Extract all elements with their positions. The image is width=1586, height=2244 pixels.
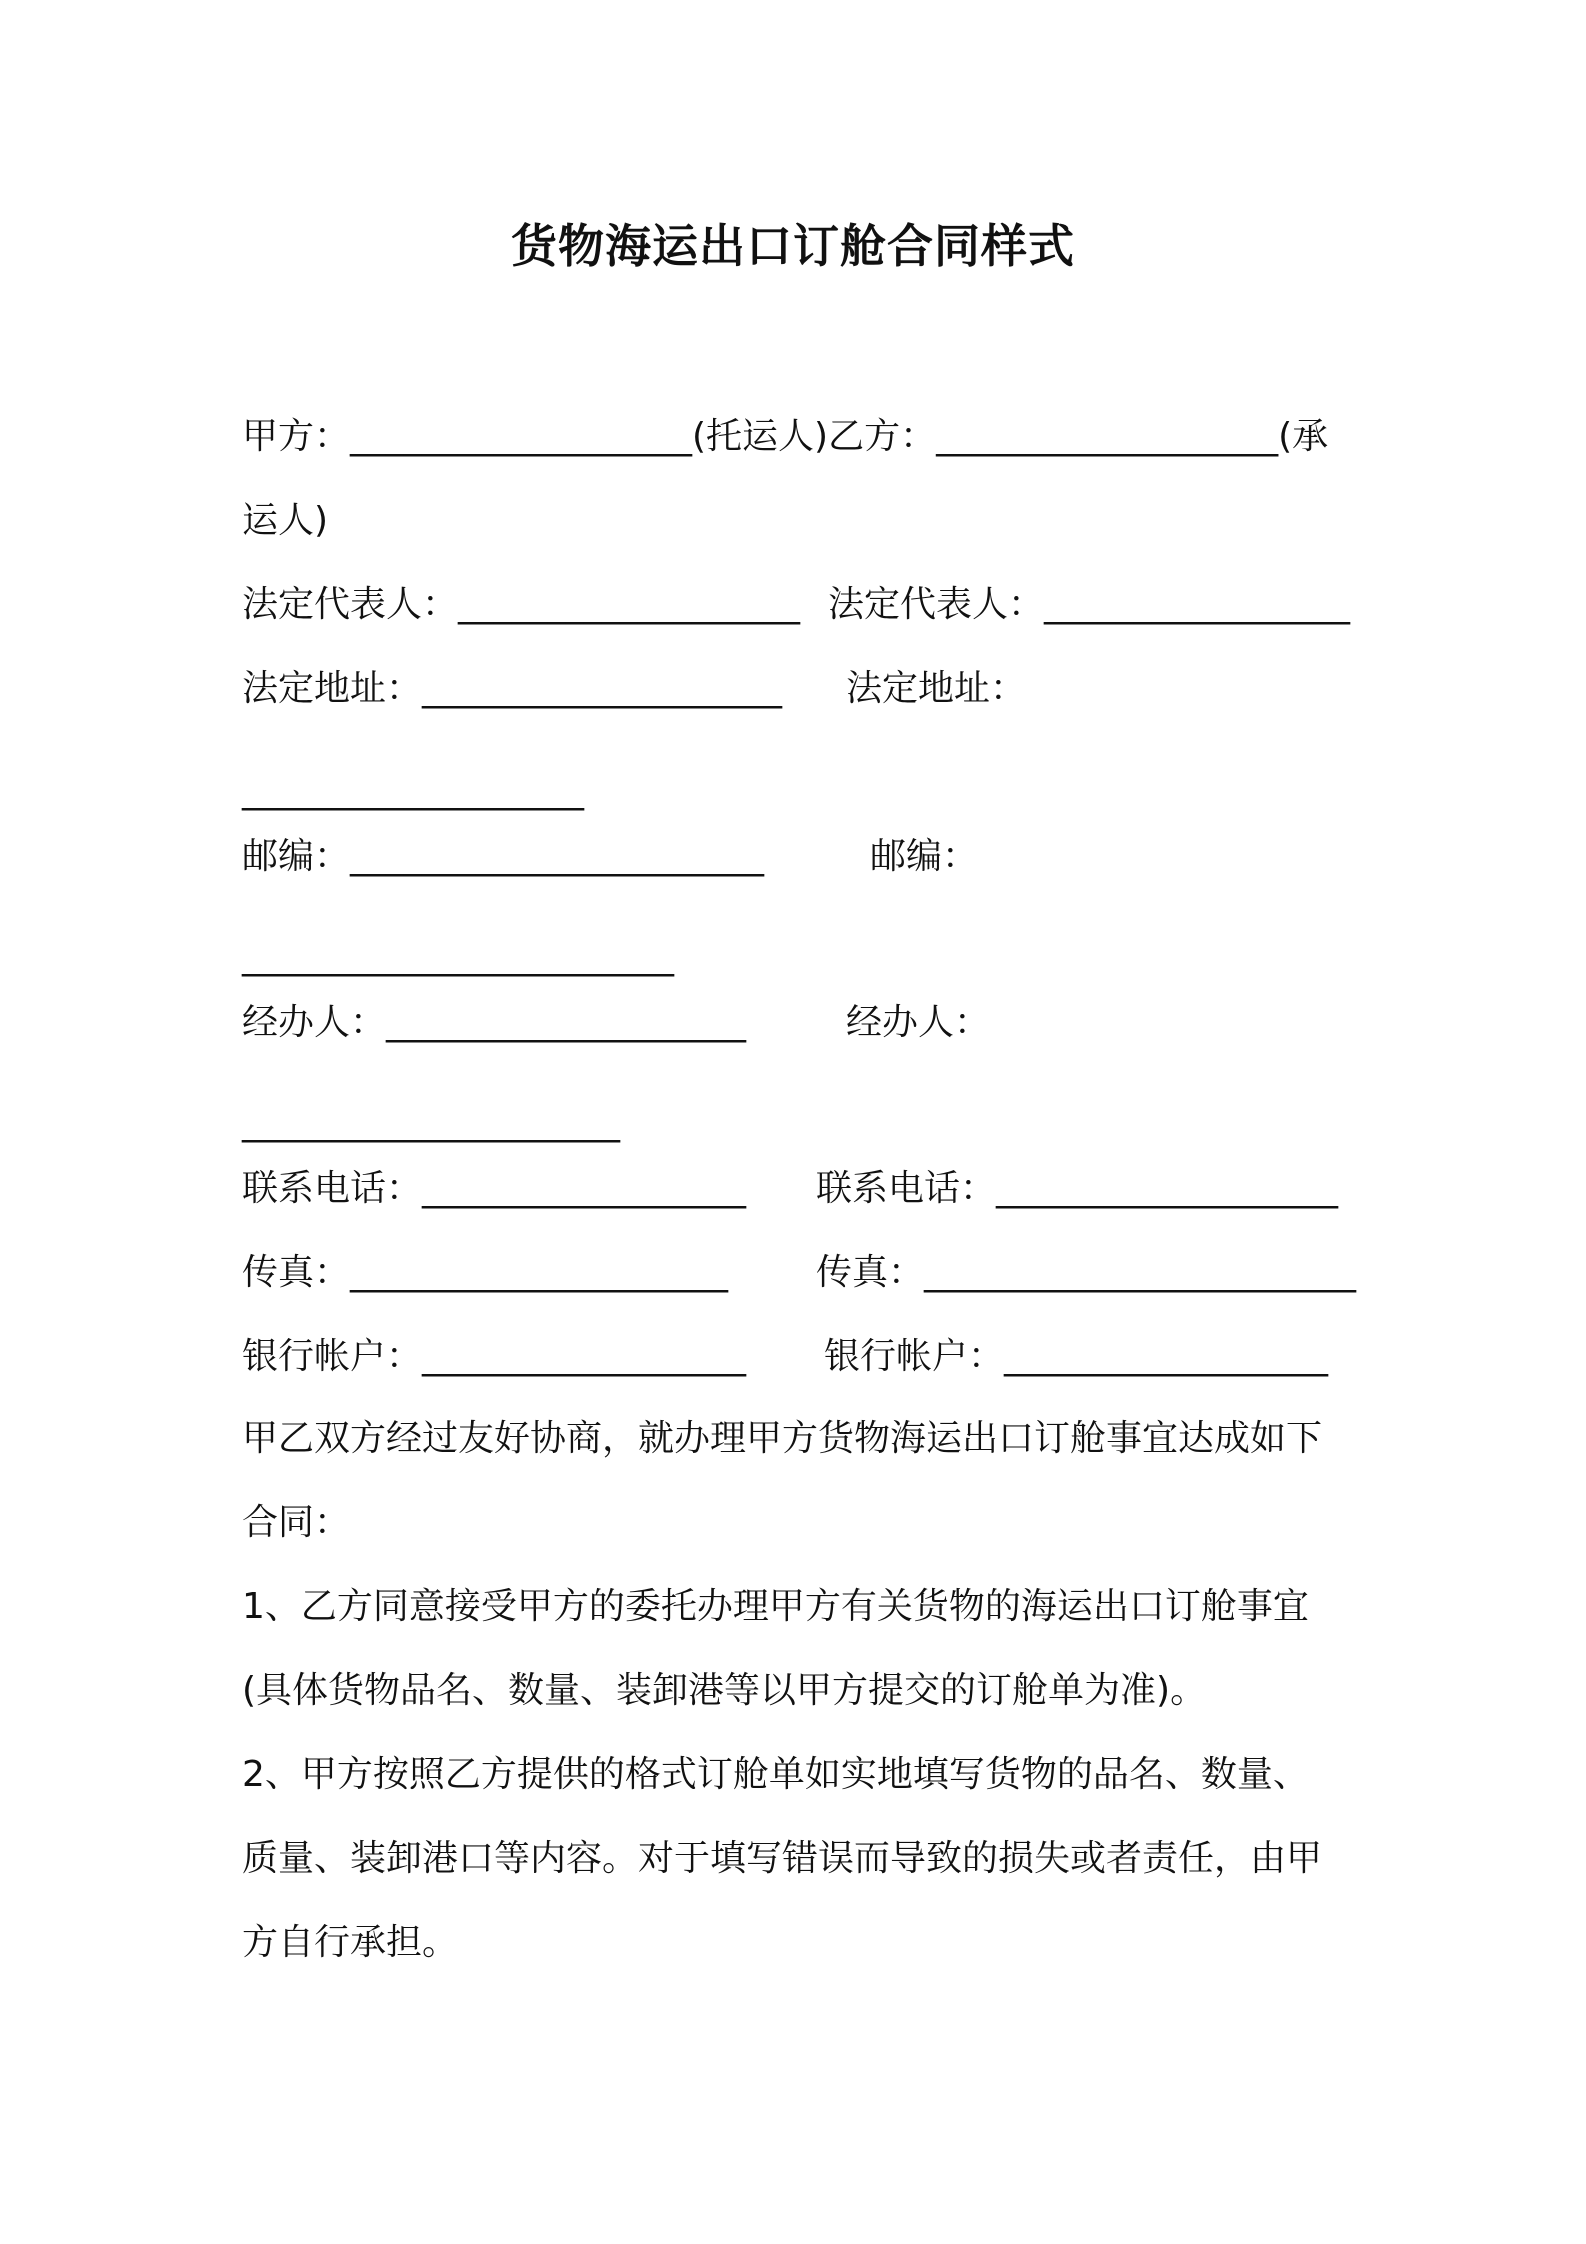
intro-line-2: 合同： xyxy=(242,1502,351,1543)
postcode-left: 邮编：_______________________ xyxy=(242,836,765,877)
legal-rep-left: 法定代表人：___________________ xyxy=(242,584,801,625)
bank-account-right: 银行帐户：__________________ xyxy=(824,1336,1329,1377)
fax-right: 传真：________________________ xyxy=(816,1252,1357,1293)
legal-rep-right: 法定代表人：_________________ xyxy=(828,584,1351,625)
handler-left: 经办人：____________________ xyxy=(242,1002,747,1043)
parties-line-2: 运人) xyxy=(242,500,329,541)
clause-2-line-2: 质量、装卸港口等内容。对于填写错误而导致的损失或者责任，由甲 xyxy=(242,1838,1323,1879)
postcode-continuation: ________________________ xyxy=(242,936,674,977)
clause-2-line-1: 2、甲方按照乙方提供的格式订舱单如实地填写货物的品名、数量、 xyxy=(242,1754,1309,1795)
legal-address-left: 法定地址：____________________ xyxy=(242,668,783,709)
postcode-right: 邮编： xyxy=(870,836,979,877)
phone-right: 联系电话：___________________ xyxy=(816,1168,1339,1209)
intro-line-1: 甲乙双方经过友好协商，就办理甲方货物海运出口订舱事宜达成如下 xyxy=(242,1418,1323,1459)
phone-left: 联系电话：__________________ xyxy=(242,1168,747,1209)
legal-address-right: 法定地址： xyxy=(846,668,1027,709)
clause-1-line-1: 1、乙方同意接受甲方的委托办理甲方有关货物的海运出口订舱事宜 xyxy=(242,1586,1309,1627)
handler-continuation: _____________________ xyxy=(242,1102,620,1143)
bank-account-left: 银行帐户：__________________ xyxy=(242,1336,747,1377)
document-title: 货物海运出口订舱合同样式 xyxy=(511,219,1075,273)
clause-2-line-3: 方自行承担。 xyxy=(242,1922,459,1963)
legal-address-continuation: ___________________ xyxy=(242,770,584,811)
clause-1-line-2: (具体货物品名、数量、装卸港等以甲方提交的订舱单为准)。 xyxy=(242,1670,1207,1711)
parties-line-1: 甲方：___________________(托运人)乙方：___________________(承 xyxy=(242,416,1329,457)
fax-left: 传真：_____________________ xyxy=(242,1252,729,1293)
handler-right: 经办人： xyxy=(846,1002,991,1043)
